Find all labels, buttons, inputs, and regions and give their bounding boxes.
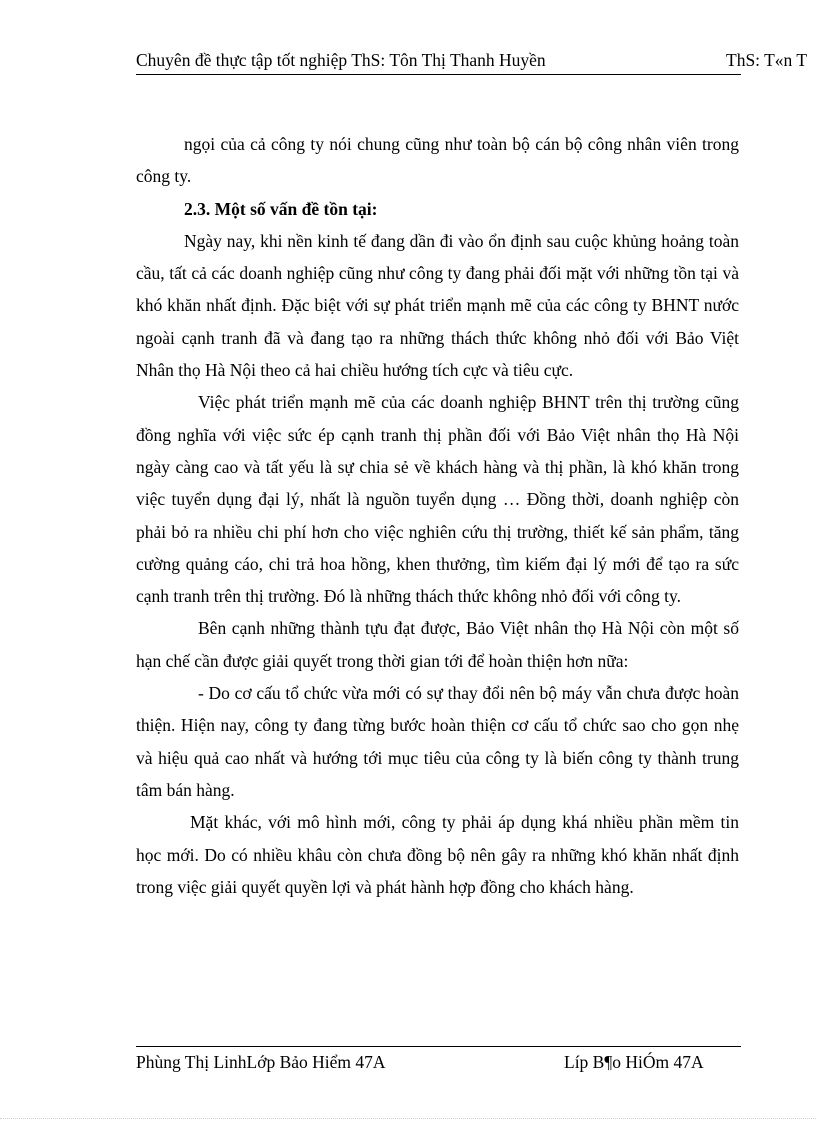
header-divider: [136, 74, 741, 75]
paragraph: Việc phát triển mạnh mẽ của các doanh nghiệp BHNT trên thị trường cũng đồng nghĩa với việc sức ép cạnh tranh thị phần đối với Bảo Việt nhân thọ Hà Nội ngày càng cao và tất yếu là sự chia sẻ về khách hàng và thị phần, là khó khăn trong việc tuyển dụng đại lý, nhất là nguồn tuyển dụng … Đồng thời, doanh nghiệp còn phải bỏ ra nhiều chi phí hơn cho việc nghiên cứu thị trường, thiết kế sản phẩm, tăng cường quảng cáo, chi trả hoa hồng, khen thưởng, tìm kiếm đại lý mới để tạo ra sức cạnh tranh trên thị trường. Đó là những thách thức không nhỏ đối với công ty.: [136, 392, 739, 607]
paragraph: Ngày nay, khi nền kinh tế đang dần đi vào ổn định sau cuộc khủng hoảng toàn cầu, tất cả các doanh nghiệp cũng như công ty đang phải đối mặt với những tồn tại và khó khăn nhất định. Đặc biệt với sự phát triển mạnh mẽ của các công ty BHNT nước ngoài cạnh tranh đã và đang tạo ra những thách thức không nhỏ đối với Bảo Việt Nhân thọ Hà Nội theo cả hai chiều hướng tích cực và tiêu cực.: [136, 230, 739, 381]
paragraph-continuation: ngọi của cả công ty nói chung cũng như toàn bộ cán bộ công nhân viên trong công ty.: [136, 134, 739, 187]
bullet-paragraph: - Do cơ cấu tổ chức vừa mới có sự thay đổi nên bộ máy vẫn chưa được hoàn thiện. Hiện nay, công ty đang từng bước hoàn thiện cơ cấu tổ chức sao cho gọn nhẹ và hiệu quả cao nhất và hướng tới mục tiêu của công ty là biến công ty thành trung tâm bán hàng.: [136, 683, 739, 800]
page-footer: [136, 1052, 741, 1078]
paragraph: Mặt khác, với mô hình mới, công ty phải áp dụng khá nhiều phần mềm tin học mới. Do có nhiều khâu còn chưa đồng bộ nên gây ra những khó khăn nhất định trong việc giải quyết quyền lợi và phát hành hợp đồng cho khách hàng.: [136, 812, 739, 897]
page-edge: [0, 1118, 816, 1119]
footer-author: Phùng Thị LinhLớp Bảo Hiểm 47A: [136, 1052, 386, 1072]
header-author-legacy: ThS: T«n T: [726, 50, 808, 70]
section-heading: 2.3. Một số vấn đề tồn tại:: [184, 198, 378, 219]
header-title: Chuyên đề thực tập tốt nghiệp ThS: Tôn Thị Thanh Huyền: [136, 50, 546, 70]
page-header: [136, 50, 816, 76]
document-body: [136, 128, 739, 903]
footer-divider: [136, 1046, 741, 1047]
footer-class-legacy: Líp B¶o HiÓm 47A: [564, 1052, 704, 1072]
paragraph: Bên cạnh những thành tựu đạt được, Bảo Việt nhân thọ Hà Nội còn một số hạn chế cần được giải quyết trong thời gian tới để hoàn thiện hơn nữa:: [136, 618, 739, 671]
